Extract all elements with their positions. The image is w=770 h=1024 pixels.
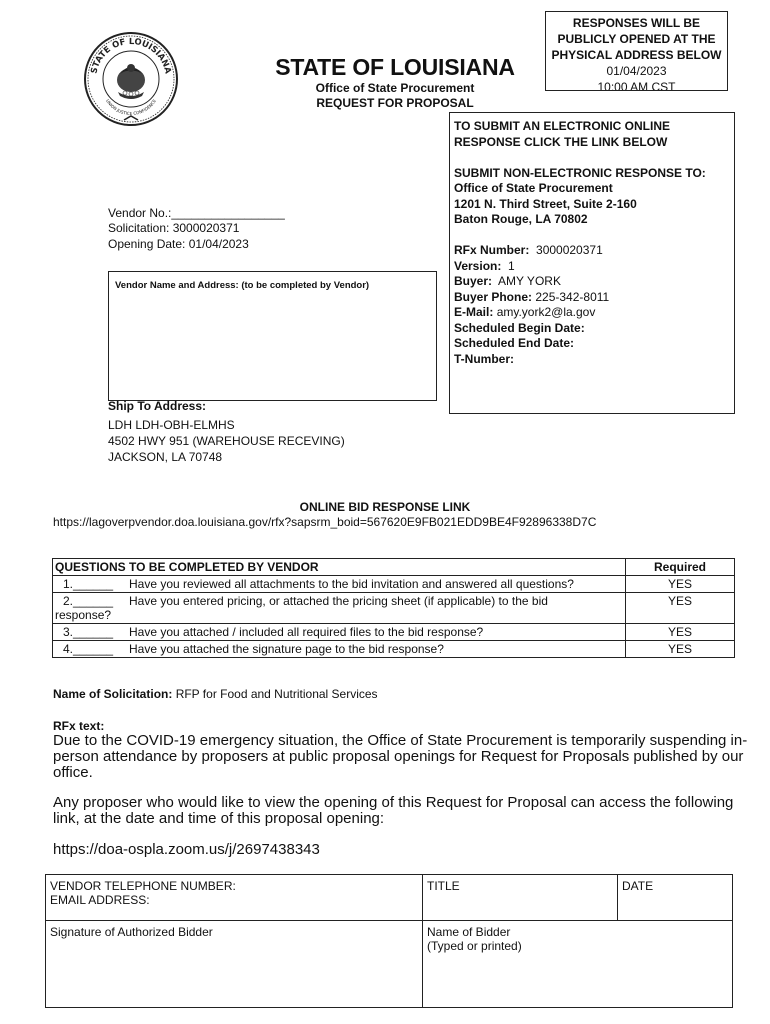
document-type: REQUEST FOR PROPOSAL bbox=[316, 96, 474, 110]
title-label: TITLE bbox=[427, 879, 460, 893]
public-opening-notice bbox=[545, 11, 728, 91]
signature-label: Signature of Authorized Bidder bbox=[50, 925, 213, 939]
version-row bbox=[454, 259, 730, 275]
seal-motto: UNION JUSTICE CONFIDENCE bbox=[105, 98, 157, 116]
email-label: E-Mail: bbox=[454, 305, 494, 319]
ship-to-line-2: 4502 HWY 951 (WAREHOUSE RECEVING) bbox=[108, 434, 345, 448]
online-bid-heading: ONLINE BID RESPONSE LINK bbox=[299, 500, 471, 514]
electronic-submit-line-1: TO SUBMIT AN ELECTRONIC ONLINE bbox=[454, 119, 670, 133]
electronic-submit-line-2: RESPONSE CLICK THE LINK BELOW bbox=[454, 134, 668, 149]
address-line-3: Baton Rouge, LA 70802 bbox=[454, 212, 588, 226]
address-line-2: 1201 N. Third Street, Suite 2-160 bbox=[454, 196, 637, 211]
question-1-blank[interactable]: 1.______ bbox=[63, 577, 114, 591]
vendor-questions-table bbox=[52, 558, 735, 658]
buyer-phone-value: 225-342-8011 bbox=[535, 289, 610, 304]
notice-line-1: RESPONSES WILL BE bbox=[572, 16, 701, 30]
notice-line-3: PHYSICAL ADDRESS BELOW bbox=[551, 48, 722, 62]
office-name: Office of State Procurement bbox=[315, 81, 475, 95]
date-cell[interactable] bbox=[618, 875, 733, 921]
bidder-name-label: Name of Bidder bbox=[427, 925, 511, 939]
seal-ring-text: STATE OF LOUISIANA bbox=[89, 36, 173, 75]
bidder-name-sublabel: (Typed or printed) bbox=[427, 939, 522, 953]
buyer-value: AMY YORK bbox=[498, 274, 561, 288]
zoom-meeting-link[interactable]: https://doa-ospla.zoom.us/j/2697438343 bbox=[53, 841, 320, 858]
begin-date-label: Scheduled Begin Date: bbox=[454, 320, 585, 335]
title-cell[interactable] bbox=[423, 875, 618, 921]
question-2-blank[interactable]: 2.______ bbox=[63, 594, 114, 608]
vendor-box-label: Vendor Name and Address: (to be completed by Vendor) bbox=[115, 280, 370, 291]
question-2-text: Have you entered pricing, or attached the pricing sheet (if applicable) to the bid bbox=[129, 594, 548, 608]
louisiana-state-seal-icon bbox=[82, 30, 180, 128]
table-row bbox=[53, 641, 735, 658]
notice-line-2: PUBLICLY OPENED AT THE bbox=[557, 32, 716, 46]
question-4-required: YES bbox=[626, 641, 735, 658]
ship-to-heading: Ship To Address: bbox=[108, 399, 207, 413]
buyer-row bbox=[454, 274, 730, 290]
question-3-required: YES bbox=[626, 624, 735, 641]
question-4-text: Have you attached the signature page to the bid response? bbox=[129, 642, 444, 656]
address-line-1: Office of State Procurement bbox=[454, 181, 613, 195]
question-1-required: YES bbox=[626, 576, 735, 593]
email-value[interactable]: amy.york2@la.gov bbox=[496, 305, 596, 319]
question-2-required: YES bbox=[626, 593, 735, 624]
vendor-contact-cell[interactable] bbox=[46, 875, 423, 921]
rfx-number-label: RFx Number: bbox=[454, 243, 530, 257]
vendor-name-address-box[interactable] bbox=[108, 271, 437, 401]
solicitation-name-label: Name of Solicitation: bbox=[53, 687, 173, 701]
table-row bbox=[53, 593, 735, 624]
bidder-name-cell[interactable] bbox=[423, 921, 733, 1008]
table-row bbox=[53, 624, 735, 641]
rfx-text-paragraph-2: Any proposer who would like to view the opening of this Request for Proposal can access the following link, at the date and time of this proposal opening: bbox=[53, 794, 734, 827]
question-2-text-cont: response? bbox=[55, 608, 112, 622]
rfx-number-value: 3000020371 bbox=[536, 243, 603, 257]
buyer-phone-row bbox=[454, 290, 730, 306]
date-label: DATE bbox=[622, 879, 654, 893]
notice-time: 10:00 AM CST bbox=[597, 80, 676, 91]
solicitation-name-value: RFP for Food and Nutritional Services bbox=[175, 687, 378, 701]
page-title: STATE OF LOUISIANA bbox=[275, 54, 515, 80]
questions-header: QUESTIONS TO BE COMPLETED BY VENDOR bbox=[53, 559, 626, 576]
solicitation-number: Solicitation: 3000020371 bbox=[108, 221, 240, 235]
signature-table bbox=[45, 874, 733, 1008]
solicitation-name-row bbox=[53, 687, 378, 701]
opening-date: Opening Date: 01/04/2023 bbox=[108, 237, 249, 251]
question-3-text: Have you attached / included all required files to the bid response? bbox=[129, 625, 484, 639]
rfx-number-row bbox=[454, 243, 730, 259]
end-date-label: Scheduled End Date: bbox=[454, 336, 575, 350]
rfx-text-paragraph-1: Due to the COVID-19 emergency situation, the Office of State Procurement is temporarily suspending in-person attendance by proposers at public proposal openings for Request for Proposals published by our office. bbox=[53, 732, 748, 781]
non-electronic-heading: SUBMIT NON-ELECTRONIC RESPONSE TO: bbox=[454, 165, 706, 180]
question-1-text: Have you reviewed all attachments to the bid invitation and answered all questions? bbox=[129, 577, 574, 591]
signature-cell[interactable] bbox=[46, 921, 423, 1008]
ship-to-line-1: LDH LDH-OBH-ELMHS bbox=[108, 418, 235, 432]
table-row bbox=[53, 576, 735, 593]
submission-info-box bbox=[449, 112, 735, 414]
vendor-number-field[interactable]: Vendor No.:_________________ bbox=[108, 206, 285, 220]
buyer-label: Buyer: bbox=[454, 274, 493, 288]
question-3-blank[interactable]: 3.______ bbox=[63, 625, 114, 639]
rfx-text-label: RFx text: bbox=[53, 719, 105, 733]
t-number-label: T-Number: bbox=[454, 351, 514, 366]
ship-to-line-3: JACKSON, LA 70748 bbox=[108, 450, 223, 464]
vendor-email-label: EMAIL ADDRESS: bbox=[50, 893, 150, 907]
version-label: Version: bbox=[454, 258, 502, 273]
table-header-row bbox=[53, 559, 735, 576]
buyer-phone-label: Buyer Phone: bbox=[454, 289, 533, 304]
required-header: Required bbox=[626, 559, 735, 576]
email-row bbox=[454, 305, 730, 321]
version-value: 1 bbox=[508, 258, 515, 273]
vendor-phone-label: VENDOR TELEPHONE NUMBER: bbox=[50, 879, 236, 893]
question-4-blank[interactable]: 4.______ bbox=[63, 642, 114, 656]
online-bid-link[interactable]: https://lagoverpvendor.doa.louisiana.gov/rfx?sapsrm_boid=567620E9FB021EDD9BE4F92896338D7C bbox=[53, 515, 597, 529]
notice-date: 01/04/2023 bbox=[606, 64, 667, 78]
